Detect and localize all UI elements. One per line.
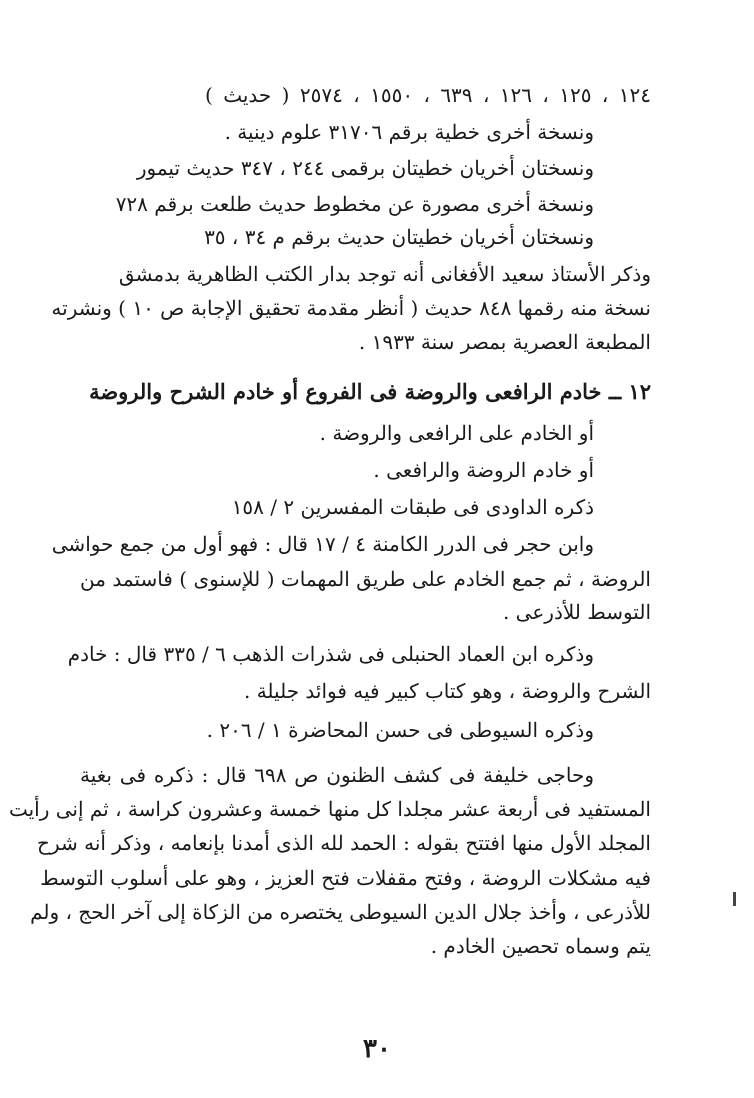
text-line-4: ونسخة أخرى مصورة عن مخطوط حديث طلعت برقم ٧٢٨ — [115, 192, 594, 216]
text-line-5: ونسختان أخريان خطيتان حديث برقم م ٣٤ ، ٣٥ — [204, 225, 594, 249]
text-line-24: يتم وسماه تحصين الخادم . — [430, 934, 651, 958]
section-heading: ١٢ ــ خادم الرافعى والروضة فى الفروع أو خادم الشرح والروضة — [89, 379, 651, 404]
scan-speck — [733, 892, 736, 906]
text-line-19: وحاجى خليفة فى كشف الظنون ص ٦٩٨ قال : ذكره فى بغية — [80, 763, 594, 787]
text-line-15: التوسط للأذرعى . — [502, 600, 651, 624]
text-line-20: المستفيد فى أربعة عشر مجلدا كل منها خمسة وعشرون كراسة ، ثم إنى رأيت — [8, 797, 651, 821]
text-line-12: ذكره الداودى فى طبقات المفسرين ٢ / ١٥٨ — [231, 495, 594, 519]
text-line-3: ونسختان أخريان خطيتان برقمى ٢٤٤ ، ٣٤٧ حديث تيمور — [136, 156, 594, 180]
text-line-11: أو خادم الروضة والرافعى . — [373, 458, 594, 482]
text-line-13: وابن حجر فى الدرر الكامنة ٤ / ١٧ قال : فهو أول من جمع حواشى — [51, 532, 594, 556]
text-line-22: فيه مشكلات الروضة ، وفتح مقفلات فتح العزيز ، وهو على أسلوب التوسط — [40, 866, 651, 890]
text-line-16: وذكره ابن العماد الحنبلى فى شذرات الذهب ٦ / ٣٣٥ قال : خادم — [67, 642, 594, 666]
text-line-8: المطبعة العصرية بمصر سنة ١٩٣٣ . — [358, 330, 651, 354]
text-line-17: الشرح والروضة ، وهو كتاب كبير فيه فوائد جليلة . — [243, 679, 651, 703]
text-line-21: المجلد الأول منها افتتح بقوله : الحمد لله الذى أمدنا بإنعامه ، وذكر أنه شرح — [37, 831, 651, 855]
text-line-7: نسخة منه رقمها ٨٤٨ حديث ( أنظر مقدمة تحقيق الإجابة ص ١٠ ) ونشرته — [51, 296, 651, 320]
text-line-2: ونسخة أخرى خطية برقم ٣١٧٠٦ علوم دينية . — [224, 120, 594, 144]
page-number: ٣٠ — [363, 1034, 391, 1064]
text-line-18: وذكره السيوطى فى حسن المحاضرة ١ / ٢٠٦ . — [206, 718, 594, 742]
text-line-6: وذكر الأستاذ سعيد الأفغانى أنه توجد بدار الكتب الظاهرية بدمشق — [118, 262, 651, 286]
text-line-1: ١٢٤ ، ١٢٥ ، ١٢٦ ، ٦٣٩ ، ١٥٥٠ ، ٢٥٧٤ ( حديث ) — [205, 83, 651, 107]
text-line-14: الروضة ، ثم جمع الخادم على طريق المهمات ( للإسنوى ) فاستمد من — [80, 567, 651, 591]
text-line-10: أو الخادم على الرافعى والروضة . — [319, 421, 594, 445]
text-line-23: للأذرعى ، وأخذ جلال الدين السيوطى يختصره من الزكاة إلى آخر الحج ، ولم — [30, 900, 651, 924]
